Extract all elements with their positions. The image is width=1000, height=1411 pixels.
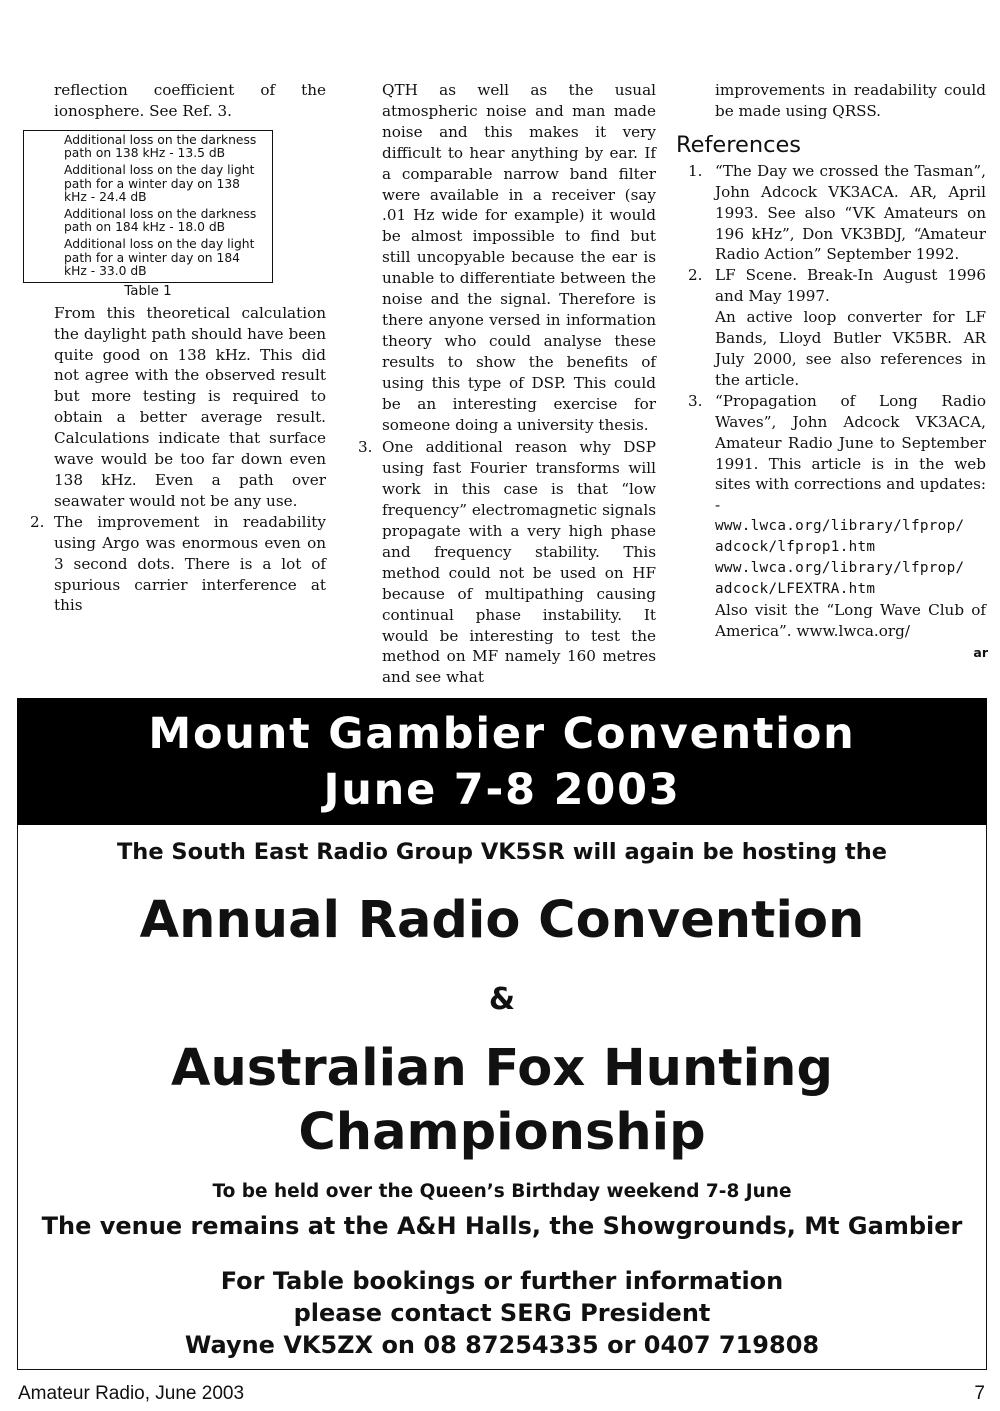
contact-line: please contact SERG President <box>293 1299 711 1327</box>
table-row: Additional loss on the darkness path on 184 kHz - 18.0 dB <box>64 206 257 235</box>
item-number: 2. <box>30 512 45 531</box>
reference-url[interactable]: www.lwca.org/library/lfprop/ adcock/LFEXTRA.htm <box>715 560 965 597</box>
paragraph: improvements in readability could be made using QRSS. <box>715 81 986 120</box>
table-caption: Table 1 <box>124 283 172 299</box>
item-text: “The Day we crossed the Tasman”, John Adcock VK3ACA. AR, April 1993. See also “VK Amateurs on 196 kHz”, Don VK3BDJ, “Amateur Radio Action” September 1992. <box>715 161 986 264</box>
ampersand: & <box>488 982 516 1017</box>
hosting-line: The South East Radio Group VK5SR will again be hosting the <box>116 839 888 865</box>
article-column-2 <box>358 80 656 688</box>
references-heading: References <box>676 131 802 158</box>
publication-footer: Amateur Radio, June 2003 <box>18 1383 245 1404</box>
article-column-1 <box>30 80 326 616</box>
table-row: Additional loss on the darkness path on 138 kHz - 13.5 dB <box>64 132 257 161</box>
item-number: 1. <box>688 161 703 180</box>
reference-note: Also visit the “Long Wave Club of America”. www.lwca.org/ <box>715 600 986 640</box>
venue-line: The venue remains at the A&H Halls, the Showgrounds, Mt Gambier <box>41 1212 963 1240</box>
dates-line: To be held over the Queen’s Birthday weekend 7-8 June <box>212 1181 792 1202</box>
item-number: 3. <box>688 391 703 410</box>
loss-table <box>23 130 273 283</box>
item-text: LF Scene. Break-In August 1996 and May 1997. <box>715 266 986 306</box>
reference-url[interactable]: www.lwca.org/library/lfprop/ adcock/lfprop1.htm <box>715 518 965 556</box>
convention-advert <box>17 825 987 1370</box>
reference-item <box>680 265 986 307</box>
convention-banner <box>17 698 987 825</box>
advert-subtitle-1: Australian Fox Hunting <box>171 1039 833 1098</box>
table-row: Additional loss on the day light path for a winter day on 184 kHz - 33.0 dB <box>64 236 255 279</box>
banner-title: Mount Gambier Convention <box>148 709 856 759</box>
page-number: 7 <box>974 1383 985 1404</box>
item-text: One additional reason why DSP using fast Fourier transforms will work in this case is that “low frequency” electromagnetic signals propagate with a very high phase and frequency stability. This method could not be used on HF because of multipathing causing continual phase instability. It would be interesting to test the method on MF namely 160 metres and see what <box>382 438 656 687</box>
item-text: The improvement in readability using Argo was enormous even on 3 second dots. There is a lot of spurious carrier interference at this <box>54 512 326 615</box>
list-item <box>358 437 656 688</box>
footer-rule <box>17 1369 987 1370</box>
paragraph: QTH as well as the usual atmospheric noise and man made noise and this makes it very difficult to hear anything by ear. If a comparable narrow band filter were available in a receiver (say .01 Hz wide for example) it would be almost impossible to find but still uncopyable because the ear is unable to differentiate between the noise and the signal. Therefore is there anyone versed in information theory who could analyse these results to show the benefits of using this type of DSP. This could be an interesting exercise for someone doing a university thesis. <box>382 81 656 434</box>
reference-item <box>680 161 986 266</box>
intro-text: reflection coefficient of the ionosphere. See Ref. 3. <box>54 81 326 120</box>
contact-line: For Table bookings or further information <box>220 1267 784 1295</box>
paragraph: From this theoretical calculation the daylight path should have been quite good on 138 kHz. This did not agree with the observed result but more testing is required to obtain a better average result. Calculations indicate that surface wave would be too far down even 138 kHz. Even a path over seawater would not be any use. <box>54 303 326 510</box>
banner-date: June 7-8 2003 <box>323 765 681 815</box>
item-number: 2. <box>688 266 703 285</box>
advert-subtitle-2: Championship <box>298 1103 706 1162</box>
end-mark: ar <box>973 644 988 660</box>
list-item <box>30 512 326 617</box>
advert-title: Annual Radio Convention <box>139 891 865 950</box>
reference-note: An active loop converter for LF Bands, Lloyd Butler VK5BR. AR July 2000, see also references in the article. <box>715 308 986 389</box>
article-column-3 <box>676 80 988 661</box>
item-number: 3. <box>358 438 373 457</box>
item-text: “Propagation of Long Radio Waves”, John Adcock VK3ACA, Amateur Radio June to September 1991. This article is in the web sites with corrections and updates: - <box>715 391 986 515</box>
reference-item <box>680 391 986 516</box>
contact-line: Wayne VK5ZX on 08 87254335 or 0407 719808 <box>184 1331 820 1359</box>
table-row: Additional loss on the day light path for a winter day on 138 kHz - 24.4 dB <box>64 163 255 205</box>
